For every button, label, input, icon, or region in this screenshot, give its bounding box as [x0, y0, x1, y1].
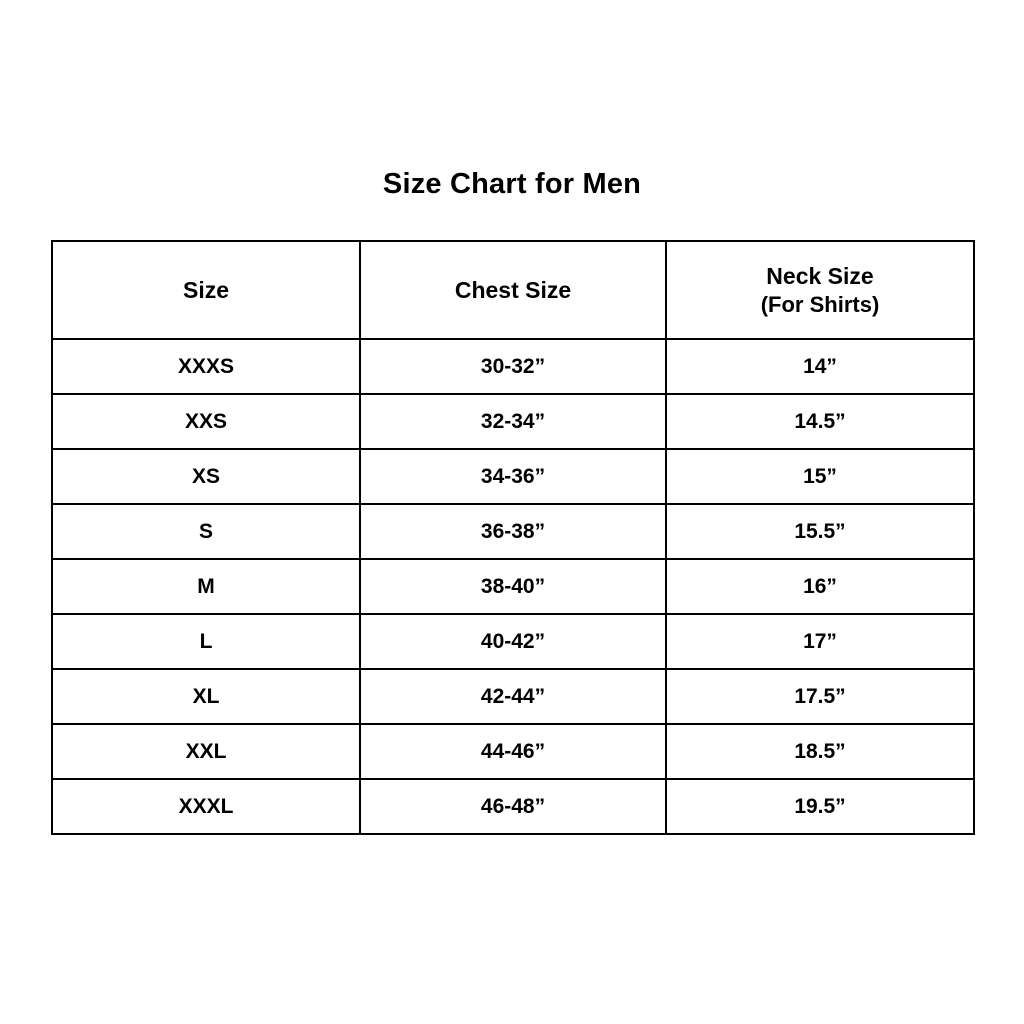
- cell-size: L: [52, 614, 360, 669]
- column-header-chest-size-label: Chest Size: [454, 276, 572, 303]
- cell-neck-size: 18.5”: [666, 724, 974, 779]
- table-header-row: [52, 241, 974, 339]
- cell-chest-size: 44-46”: [360, 724, 666, 779]
- table-row: [52, 339, 974, 394]
- cell-chest-size: 36-38”: [360, 504, 666, 559]
- table-row: [52, 559, 974, 614]
- cell-size: XXS: [52, 394, 360, 449]
- size-chart-table: [51, 240, 975, 835]
- column-header-size: [52, 241, 360, 339]
- cell-chest-size: 38-40”: [360, 559, 666, 614]
- cell-size: XXXS: [52, 339, 360, 394]
- cell-size: S: [52, 504, 360, 559]
- cell-chest-size: 46-48”: [360, 779, 666, 834]
- table-row: [52, 779, 974, 834]
- cell-neck-size: 14.5”: [666, 394, 974, 449]
- table-row: [52, 724, 974, 779]
- cell-chest-size: 30-32”: [360, 339, 666, 394]
- column-header-neck-size-sublabel: (For Shirts): [760, 291, 880, 317]
- table-row: [52, 504, 974, 559]
- cell-chest-size: 42-44”: [360, 669, 666, 724]
- table-row: [52, 669, 974, 724]
- cell-neck-size: 17”: [666, 614, 974, 669]
- cell-size: XL: [52, 669, 360, 724]
- cell-chest-size: 32-34”: [360, 394, 666, 449]
- cell-neck-size: 17.5”: [666, 669, 974, 724]
- cell-size: XXXL: [52, 779, 360, 834]
- column-header-size-label: Size: [182, 276, 230, 303]
- cell-size: XXL: [52, 724, 360, 779]
- cell-neck-size: 16”: [666, 559, 974, 614]
- cell-neck-size: 15”: [666, 449, 974, 504]
- cell-neck-size: 19.5”: [666, 779, 974, 834]
- table-row: [52, 449, 974, 504]
- cell-chest-size: 40-42”: [360, 614, 666, 669]
- page-title: Size Chart for Men: [382, 168, 642, 200]
- cell-neck-size: 14”: [666, 339, 974, 394]
- cell-size: XS: [52, 449, 360, 504]
- column-header-neck-size: [666, 241, 974, 339]
- cell-chest-size: 34-36”: [360, 449, 666, 504]
- cell-neck-size: 15.5”: [666, 504, 974, 559]
- column-header-chest-size: [360, 241, 666, 339]
- cell-size: M: [52, 559, 360, 614]
- column-header-neck-size-label: Neck Size: [766, 262, 874, 289]
- table-row: [52, 394, 974, 449]
- table-row: [52, 614, 974, 669]
